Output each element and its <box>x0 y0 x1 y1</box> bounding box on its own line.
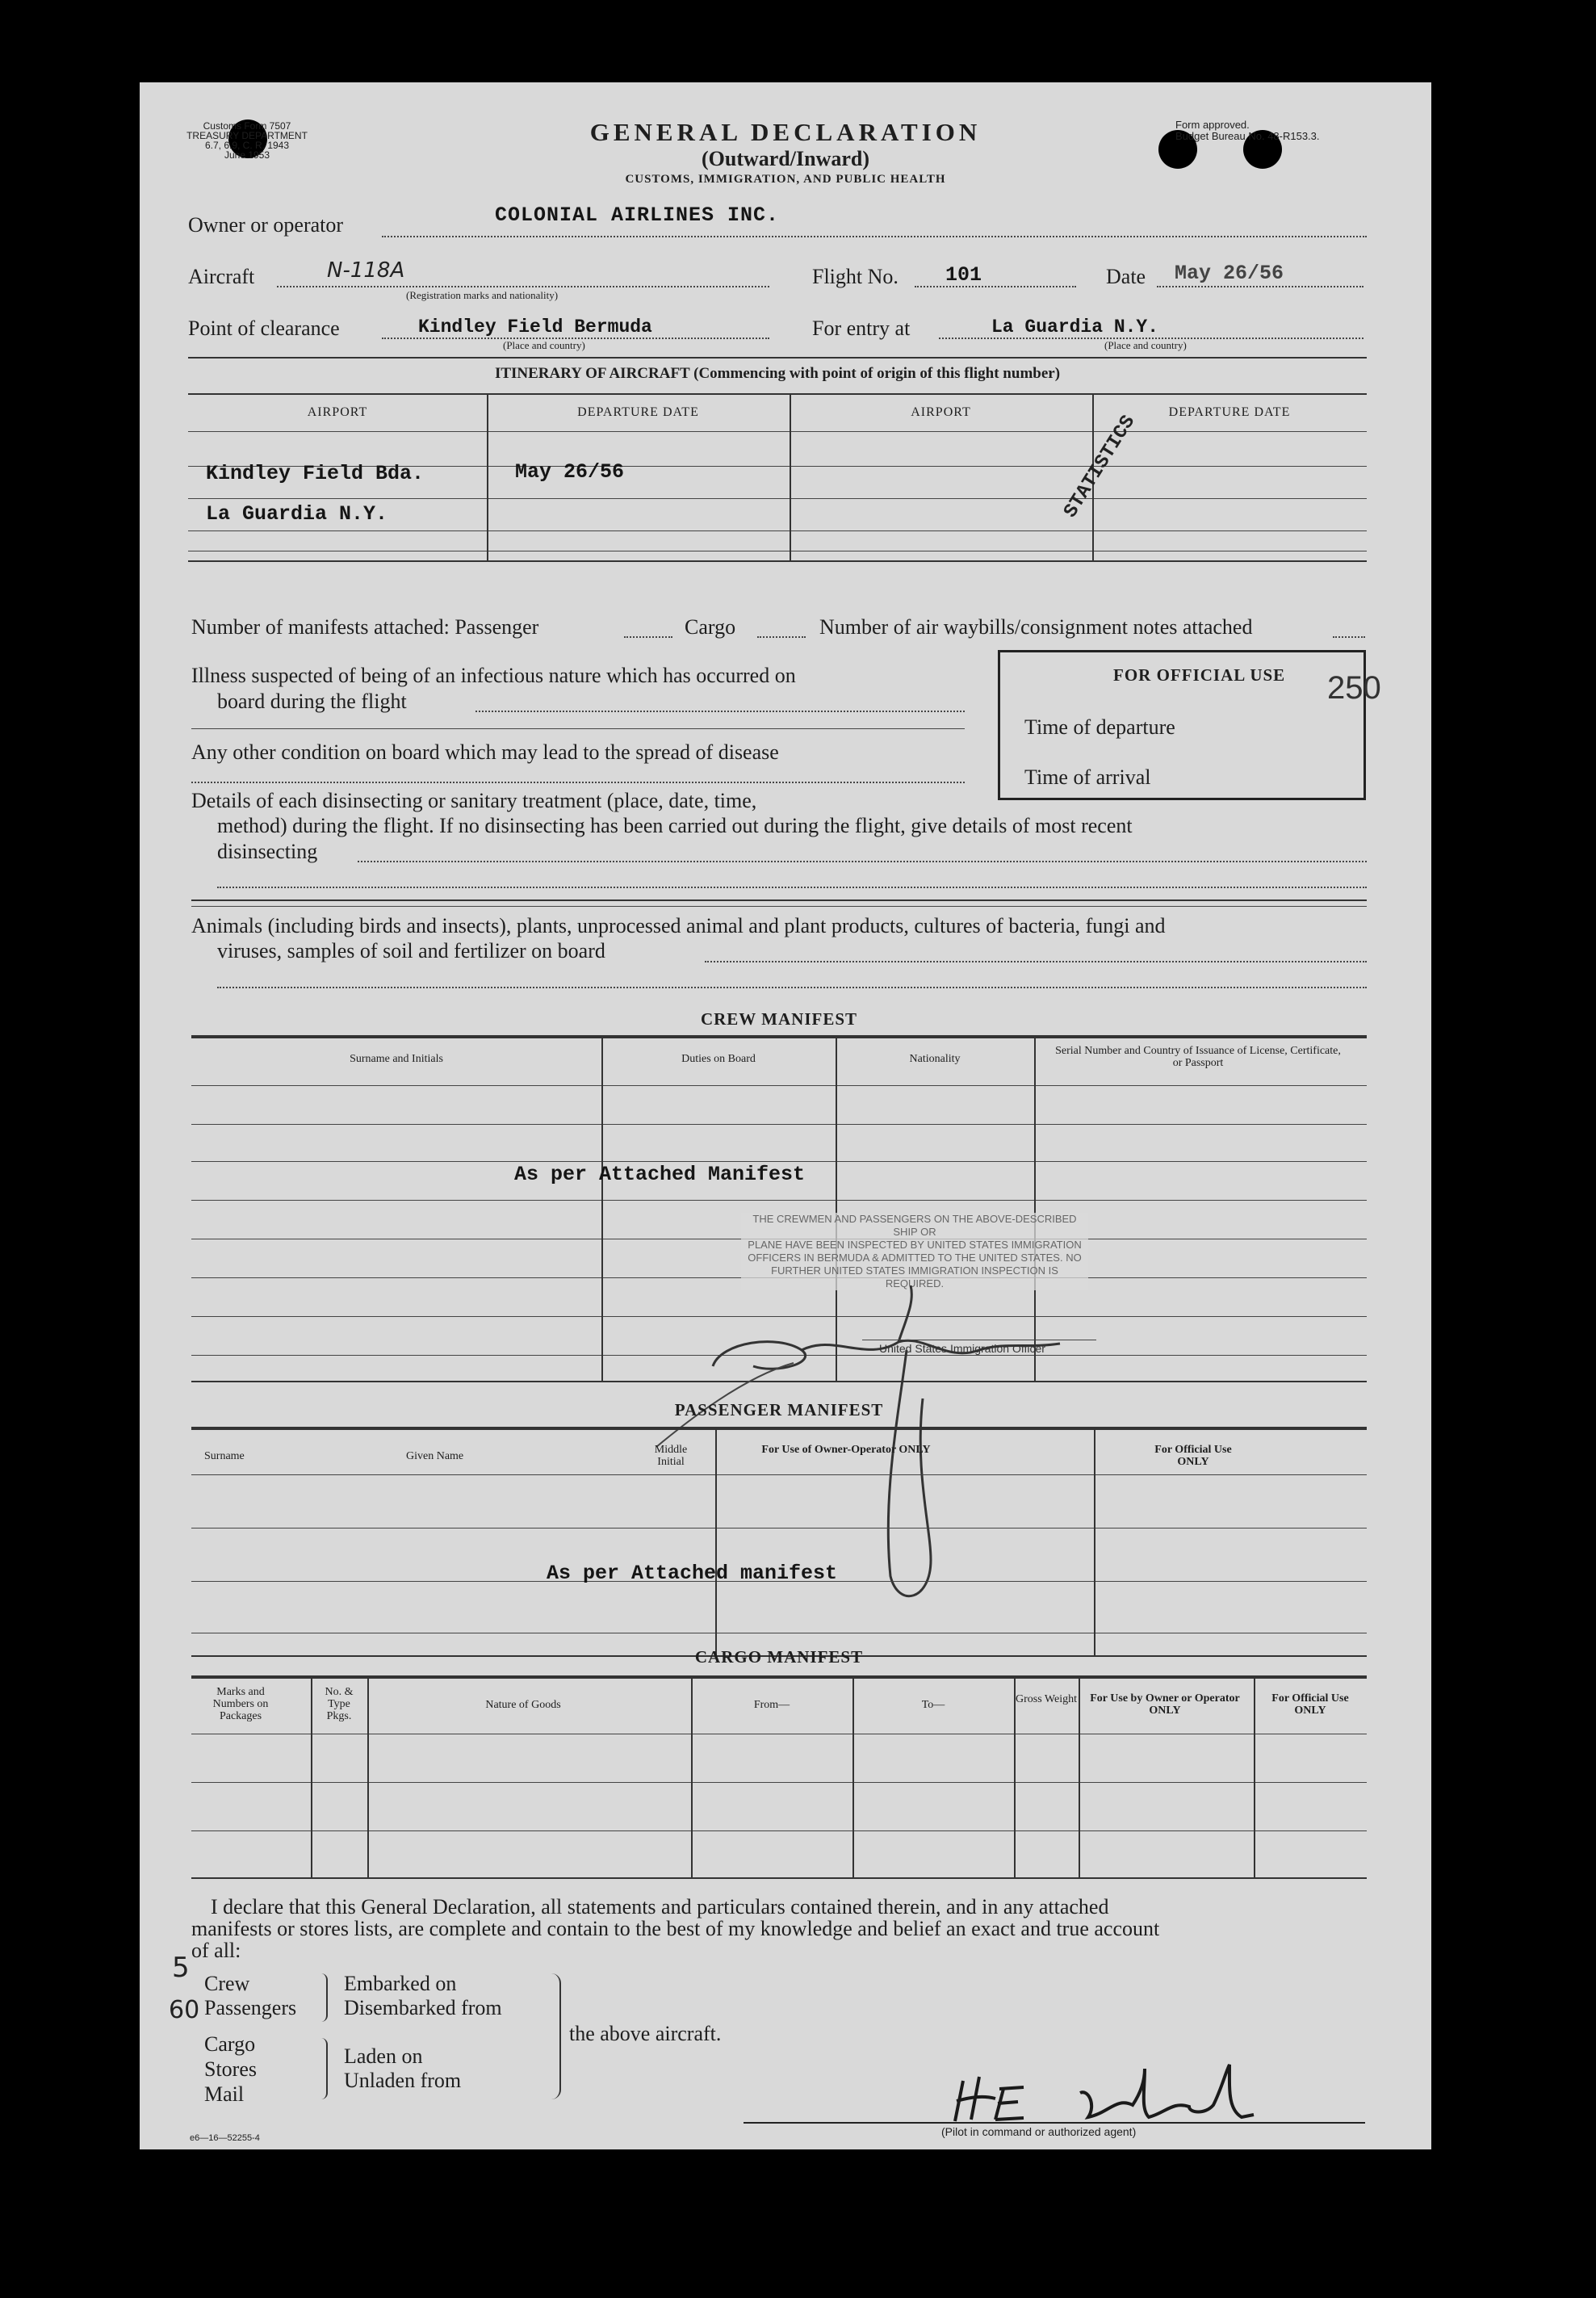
immigration-stamp: THE CREWMEN AND PASSENGERS ON THE ABOVE-DESCRIBED SHIP OR PLANE HAVE BEEN INSPECTED BY UNITED STATES IMMIGRATION OFFICERS IN BERMUDA & ADMITTED TO THE UNITED STATES. NO FURTHER UNITED STATES IMMIGRATION INSPECTION IS REQUIRED. <box>741 1213 1088 1290</box>
official-use-number: 250 <box>1327 670 1381 706</box>
animals-line <box>705 961 1367 962</box>
cargo-col-divider <box>1014 1675 1016 1877</box>
passenger-top-rule <box>191 1427 1367 1430</box>
passenger-col-official-use: For Official Use ONLY <box>1154 1444 1232 1468</box>
clearance-label: Point of clearance <box>188 317 340 340</box>
crew-row-rule <box>191 1161 1367 1162</box>
crew-row-rule <box>191 1200 1367 1201</box>
entry-value: La Guardia N.Y. <box>991 317 1159 338</box>
itinerary-col-date-2: DEPARTURE DATE <box>1168 405 1291 419</box>
itinerary-row-rule <box>188 498 1367 499</box>
print-code: e6—16—52255-4 <box>190 2133 260 2143</box>
cargo-col-marks: Marks and Numbers on Packages <box>212 1686 269 1722</box>
unladen-label: Unladen from <box>344 2069 462 2092</box>
illness-label-2: board during the flight <box>217 690 407 713</box>
aircraft-line <box>277 286 769 287</box>
crew-count: 5 <box>172 1952 190 1984</box>
cargo-col-official: For Official Use ONLY <box>1271 1692 1349 1717</box>
passenger-note: As per Attached manifest <box>547 1562 838 1585</box>
passenger-col-given-name: Given Name <box>406 1450 464 1462</box>
cargo-col-divider <box>1079 1675 1080 1877</box>
crew-row-rule <box>191 1085 1367 1086</box>
itinerary-col-divider <box>790 393 791 560</box>
official-use-box <box>998 650 1381 800</box>
crew-col-serial: Serial Number and Country of Issuance of License, Certificate, or Passport <box>1055 1045 1341 1069</box>
crew-note: As per Attached Manifest <box>514 1163 806 1186</box>
flight-label: Flight No. <box>812 265 899 288</box>
pilot-signature <box>947 2057 1302 2129</box>
crew-col-duties: Duties on Board <box>681 1053 756 1065</box>
passenger-col-divider <box>1094 1427 1095 1655</box>
passenger-col-middle-initial: Middle Initial <box>654 1444 688 1468</box>
flight-value: 101 <box>945 263 982 287</box>
pilot-signature-line <box>744 2122 1365 2124</box>
disinfect-line <box>358 861 1367 862</box>
cargo-col-divider <box>1254 1675 1255 1877</box>
crew-label: Crew <box>204 1972 250 1995</box>
owner-line <box>382 236 1367 237</box>
waybills-label: Number of air waybills/consignment notes attached <box>819 615 1253 639</box>
passenger-row-rule <box>191 1528 1367 1529</box>
declaration-text-3: of all: <box>191 1939 241 1962</box>
crew-col-nationality: Nationality <box>909 1053 961 1065</box>
cargo-heading: CARGO MANIFEST <box>694 1647 864 1667</box>
cargo-col-divider <box>852 1675 854 1877</box>
passenger-row-rule <box>191 1474 1367 1475</box>
condition-line <box>191 782 965 783</box>
flight-line <box>915 286 1076 287</box>
time-of-arrival-label: Time of arrival <box>1024 765 1151 789</box>
date-line <box>1157 286 1364 287</box>
disembarked-label: Disembarked from <box>344 1996 502 2019</box>
cargo-col-from: From— <box>753 1699 790 1711</box>
date-label: Date <box>1106 265 1146 288</box>
form-subtitle-2: CUSTOMS, IMMIGRATION, AND PUBLIC HEALTH <box>625 173 946 186</box>
itinerary-bottom-rule <box>188 560 1367 562</box>
manifests-cargo-line <box>757 636 806 638</box>
cargo-label: Cargo <box>204 2032 256 2056</box>
waybills-line <box>1333 636 1365 638</box>
manifests-cargo-label: Cargo <box>685 615 736 639</box>
crew-col-surname: Surname and Initials <box>350 1053 443 1065</box>
itinerary-col-airport-2: AIRPORT <box>911 405 971 419</box>
official-use-heading: FOR OFFICIAL USE <box>1113 665 1286 685</box>
manifests-passenger-line <box>624 636 672 638</box>
itinerary-row-rule <box>188 431 1367 432</box>
embarked-label: Embarked on <box>344 1972 457 1995</box>
condition-label: Any other condition on board which may lead to the spread of disease <box>191 740 779 764</box>
passenger-count: 60 <box>169 1996 200 2024</box>
cargo-col-divider <box>367 1675 369 1877</box>
bracket <box>321 2038 328 2099</box>
health-rule <box>191 899 1367 901</box>
bracket <box>321 1973 328 2022</box>
disinfect-label-3: disinsecting <box>217 840 318 863</box>
general-declaration-form <box>140 82 1431 2149</box>
cargo-col-divider <box>691 1675 693 1877</box>
disinfect-label: Details of each disinsecting or sanitary treatment (place, date, time, <box>191 789 757 812</box>
passenger-col-owner-operator: For Use of Owner-Operator ONLY <box>761 1444 931 1456</box>
cargo-bottom-rule <box>191 1877 1367 1879</box>
itinerary-heading: ITINERARY OF AIRCRAFT (Commencing with point of origin of this flight number) <box>494 365 1061 382</box>
cargo-col-divider <box>311 1675 312 1877</box>
cargo-col-to: To— <box>921 1699 945 1711</box>
mail-label: Mail <box>204 2082 245 2106</box>
passenger-col-divider <box>715 1427 717 1655</box>
owner-label: Owner or operator <box>188 213 344 237</box>
date-value: May 26/56 <box>1175 262 1284 285</box>
cargo-col-nature: Nature of Goods <box>485 1699 561 1711</box>
entry-label: For entry at <box>812 317 911 340</box>
stores-label: Stores <box>204 2057 257 2081</box>
officer-caption: United States Immigration Officer <box>879 1342 1045 1355</box>
aircraft-label: Aircraft <box>188 265 255 288</box>
itinerary-airport: Kindley Field Bda. <box>206 462 425 485</box>
aircraft-caption: (Registration marks and nationality) <box>406 289 559 301</box>
illness-label: Illness suspected of being of an infectious nature which has occurred on <box>191 664 796 687</box>
passenger-col-surname: Surname <box>204 1450 245 1462</box>
declaration-text-2: manifests or stores lists, are complete and contain to the best of my knowledge and belief an exact and true account <box>191 1917 1160 1940</box>
itinerary-col-airport-1: AIRPORT <box>307 405 368 419</box>
form-info-left: Customs Form 7507 TREASURY DEPARTMENT 6.7, 6.9, C. R. 1943 June 1953 <box>186 120 308 161</box>
itinerary-date: May 26/56 <box>515 460 625 484</box>
itinerary-airport: La Guardia N.Y. <box>206 502 388 526</box>
declaration-text: I declare that this General Declaration, all statements and particulars contained therein, and in any attached <box>211 1895 1109 1918</box>
disinfect-line <box>217 887 1367 888</box>
itinerary-row-rule <box>188 530 1367 531</box>
cargo-col-weight: Gross Weight <box>1015 1693 1077 1705</box>
laden-label: Laden on <box>344 2044 423 2068</box>
animals-line <box>217 987 1367 988</box>
disinfect-label-2: method) during the flight. If no disinsecting has been carried out during the flight, give details of most recent <box>217 814 1133 837</box>
illness-line <box>475 711 965 712</box>
crew-col-divider <box>601 1035 603 1381</box>
above-aircraft-label: the above aircraft. <box>569 2022 722 2045</box>
clearance-caption: (Place and country) <box>503 339 585 351</box>
manifests-passenger-label: Number of manifests attached: Passenger <box>191 615 539 639</box>
form-info-right: Form approved. Budget Bureau No. 48-R153.3. <box>1175 119 1320 142</box>
itinerary-top-rule <box>188 357 1367 359</box>
passenger-heading: PASSENGER MANIFEST <box>674 1400 884 1419</box>
passengers-label: Passengers <box>204 1996 297 2019</box>
animals-label: Animals (including birds and insects), plants, unprocessed animal and plant products, cultures of bacteria, fungi and <box>191 914 1166 937</box>
illness-rule <box>191 728 965 729</box>
aircraft-value: N-118A <box>327 258 405 283</box>
entry-caption: (Place and country) <box>1104 339 1187 351</box>
animals-label-2: viruses, samples of soil and fertilizer on board <box>217 939 605 962</box>
time-of-departure-label: Time of departure <box>1024 715 1175 739</box>
statistics-stamp: STATISTICS <box>1060 411 1141 522</box>
cargo-col-pkgs: No. & Type Pkgs. <box>325 1686 354 1722</box>
clearance-value: Kindley Field Bermuda <box>418 317 652 338</box>
crew-row-rule <box>191 1124 1367 1125</box>
owner-value: COLONIAL AIRLINES INC. <box>495 203 780 227</box>
crew-heading: CREW MANIFEST <box>700 1009 858 1029</box>
crew-top-rule <box>191 1035 1367 1038</box>
bracket <box>551 1973 561 2099</box>
itinerary-header-rule <box>188 393 1367 395</box>
form-subtitle: (Outward/Inward) <box>701 147 869 170</box>
itinerary-col-date-1: DEPARTURE DATE <box>577 405 699 419</box>
form-title: GENERAL DECLARATION <box>589 118 982 146</box>
cargo-col-owner: For Use by Owner or Operator ONLY <box>1090 1692 1240 1717</box>
itinerary-col-divider <box>487 393 488 560</box>
health-rule <box>191 906 1367 907</box>
pilot-caption: (Pilot in command or authorized agent) <box>941 2125 1137 2138</box>
